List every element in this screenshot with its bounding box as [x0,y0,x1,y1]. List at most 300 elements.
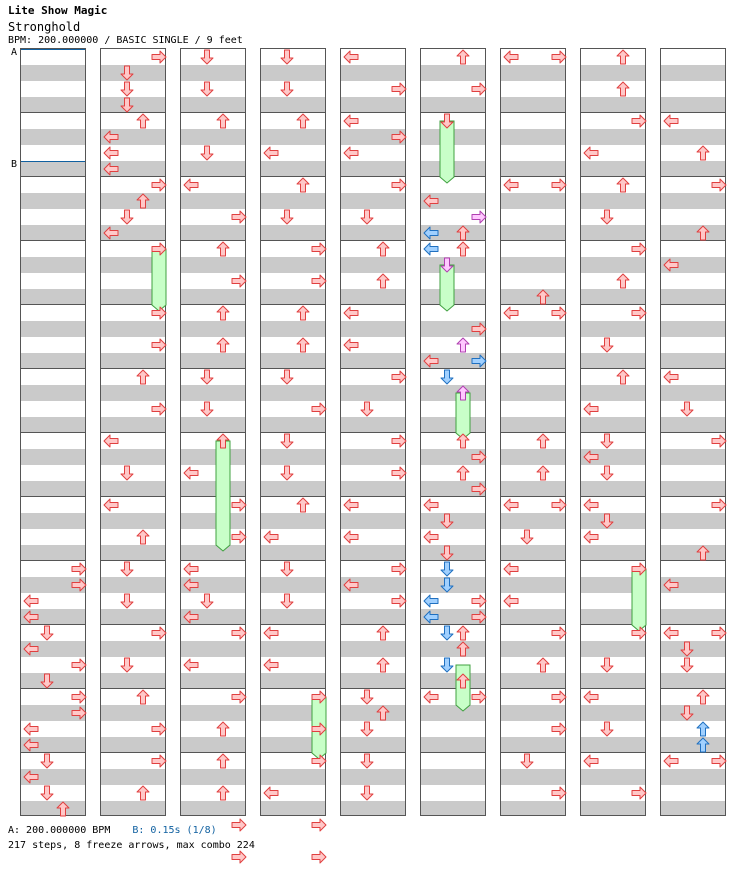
measure-line [341,304,405,305]
down-arrow-icon [201,402,213,416]
right-arrow-icon [152,403,166,415]
up-arrow-icon [697,146,709,160]
left-arrow-icon [424,499,438,511]
up-arrow-icon [217,754,229,768]
right-arrow-icon [72,659,86,671]
down-arrow-icon [281,370,293,384]
measure-line [421,240,485,241]
measure-line [181,304,245,305]
down-arrow-icon [601,210,613,224]
right-arrow-icon [472,83,486,95]
up-arrow-icon [457,242,469,256]
right-arrow-icon [712,627,726,639]
down-arrow-icon [41,754,53,768]
right-arrow-icon [392,131,406,143]
measure-line [661,368,725,369]
measure-line [501,368,565,369]
left-arrow-icon [344,51,358,63]
left-arrow-icon [664,115,678,127]
right-arrow-icon [472,211,486,223]
right-arrow-icon [312,723,326,735]
down-arrow-icon [361,786,373,800]
down-arrow-icon [681,706,693,720]
left-arrow-icon [184,659,198,671]
down-arrow-icon [441,370,453,384]
measure-line [101,688,165,689]
up-arrow-icon [137,114,149,128]
measure-line [501,112,565,113]
left-arrow-icon [584,691,598,703]
measure-line [341,240,405,241]
measure-line [21,112,85,113]
measure-line [421,624,485,625]
up-arrow-icon [537,434,549,448]
right-arrow-icon [232,275,246,287]
down-arrow-icon [441,114,453,128]
up-arrow-icon [297,498,309,512]
up-arrow-icon [697,690,709,704]
up-arrow-icon [137,690,149,704]
down-arrow-icon [121,98,133,112]
left-arrow-icon [264,627,278,639]
measure-line [101,624,165,625]
down-arrow-icon [41,674,53,688]
down-arrow-icon [121,66,133,80]
left-arrow-icon [664,627,678,639]
freeze-arrow-body [440,121,454,183]
up-arrow-icon [457,434,469,448]
down-arrow-icon [281,82,293,96]
down-arrow-icon [601,434,613,448]
right-arrow-icon [152,243,166,255]
down-arrow-icon [201,50,213,64]
down-arrow-icon [681,402,693,416]
left-arrow-icon [344,531,358,543]
measure-line [501,560,565,561]
up-arrow-icon [297,178,309,192]
measure-line [261,624,325,625]
chart-column-9 [660,48,726,816]
left-arrow-icon [664,755,678,767]
measure-line [101,368,165,369]
measure-line [581,112,645,113]
right-arrow-icon [232,211,246,223]
song-title: Stronghold [8,20,81,34]
left-arrow-icon [504,179,518,191]
measure-line [421,368,485,369]
measure-line [501,176,565,177]
right-arrow-icon [312,755,326,767]
right-arrow-icon [632,787,646,799]
measure-line [661,624,725,625]
right-arrow-icon [712,179,726,191]
up-arrow-icon [297,338,309,352]
left-arrow-icon [584,451,598,463]
measure-line [181,368,245,369]
up-arrow-icon [297,306,309,320]
measure-line [101,240,165,241]
arrow-layer [501,49,565,817]
right-arrow-icon [472,355,486,367]
right-arrow-icon [232,499,246,511]
arrow-layer [341,49,405,817]
right-arrow-icon [712,499,726,511]
down-arrow-icon [121,210,133,224]
left-arrow-icon [104,163,118,175]
measure-line [261,240,325,241]
right-arrow-icon [632,563,646,575]
bpm-text: A: 200.000000 BPM [8,825,111,836]
measure-line [581,624,645,625]
measure-line [261,368,325,369]
measure-line [661,688,725,689]
marker-b-label: B [11,159,18,170]
right-arrow-icon [152,307,166,319]
measure-line [501,304,565,305]
up-arrow-icon [217,338,229,352]
left-arrow-icon [184,179,198,191]
measure-line [181,176,245,177]
right-arrow-icon [632,627,646,639]
up-arrow-icon [217,722,229,736]
right-arrow-icon [232,819,246,831]
right-arrow-icon [472,611,486,623]
measure-line [341,560,405,561]
up-arrow-icon [537,658,549,672]
measure-line [181,624,245,625]
measure-line [181,240,245,241]
left-arrow-icon [104,227,118,239]
up-arrow-icon [297,114,309,128]
right-arrow-icon [72,691,86,703]
right-arrow-icon [472,451,486,463]
right-arrow-icon [392,595,406,607]
right-arrow-icon [72,563,86,575]
up-arrow-icon [457,674,469,688]
left-arrow-icon [504,307,518,319]
right-arrow-icon [312,851,326,863]
up-arrow-icon [457,626,469,640]
measure-line [181,432,245,433]
measure-line [581,240,645,241]
up-arrow-icon [57,802,69,816]
measure-line [181,752,245,753]
up-arrow-icon [457,386,469,400]
right-arrow-icon [392,371,406,383]
down-arrow-icon [441,258,453,272]
measure-line [101,304,165,305]
measure-line [181,560,245,561]
down-arrow-icon [281,434,293,448]
left-arrow-icon [584,755,598,767]
down-arrow-icon [41,786,53,800]
left-arrow-icon [184,563,198,575]
right-arrow-icon [552,51,566,63]
down-arrow-icon [361,722,373,736]
right-arrow-icon [472,323,486,335]
left-arrow-icon [424,243,438,255]
right-arrow-icon [392,179,406,191]
app-title: Lite Show Magic [8,4,108,17]
measure-line [341,624,405,625]
measure-line [501,624,565,625]
right-arrow-icon [712,435,726,447]
left-arrow-icon [184,611,198,623]
measure-line [21,176,85,177]
up-arrow-icon [617,274,629,288]
left-arrow-icon [104,131,118,143]
up-arrow-icon [137,786,149,800]
measure-line [661,176,725,177]
right-arrow-icon [552,691,566,703]
up-arrow-icon [217,114,229,128]
down-arrow-icon [441,626,453,640]
up-arrow-icon [217,242,229,256]
left-arrow-icon [184,579,198,591]
measure-line [21,304,85,305]
chart-column-3 [180,48,246,816]
up-arrow-icon [377,242,389,256]
down-arrow-icon [201,594,213,608]
down-arrow-icon [201,146,213,160]
footer-timing [8,825,217,836]
down-arrow-icon [441,546,453,560]
arrow-layer [421,49,485,817]
left-arrow-icon [424,355,438,367]
left-arrow-icon [344,147,358,159]
chart-column-8 [580,48,646,816]
up-arrow-icon [377,626,389,640]
chart-column-7 [500,48,566,816]
right-arrow-icon [232,691,246,703]
measure-line [501,688,565,689]
measure-line [661,432,725,433]
left-arrow-icon [24,595,38,607]
down-arrow-icon [121,562,133,576]
right-arrow-icon [552,499,566,511]
chart-info: BPM: 200.000000 / BASIC SINGLE / 9 feet [8,35,243,46]
measure-line [581,496,645,497]
down-arrow-icon [121,466,133,480]
measure-line [261,752,325,753]
chart-column-6 [420,48,486,816]
arrow-layer [261,49,325,817]
up-arrow-icon [137,194,149,208]
up-arrow-icon [617,370,629,384]
down-arrow-icon [281,466,293,480]
up-arrow-icon [457,226,469,240]
measure-line [581,368,645,369]
right-arrow-icon [392,563,406,575]
measure-line [661,496,725,497]
measure-line [341,176,405,177]
chart-column-2 [100,48,166,816]
left-arrow-icon [424,195,438,207]
measure-line [341,368,405,369]
right-arrow-icon [392,467,406,479]
right-arrow-icon [552,723,566,735]
marker-a-label: A [11,47,18,58]
down-arrow-icon [201,82,213,96]
up-arrow-icon [457,466,469,480]
left-arrow-icon [344,115,358,127]
measure-line [21,688,85,689]
measure-line [101,432,165,433]
measure-line [341,496,405,497]
measure-line [181,688,245,689]
measure-line [261,304,325,305]
measure-line [661,560,725,561]
down-arrow-icon [281,594,293,608]
right-arrow-icon [552,179,566,191]
measure-line [341,752,405,753]
right-arrow-icon [312,691,326,703]
down-arrow-icon [521,754,533,768]
right-arrow-icon [72,579,86,591]
left-arrow-icon [424,227,438,239]
up-arrow-icon [377,658,389,672]
right-arrow-icon [472,691,486,703]
chart-column-5 [340,48,406,816]
left-arrow-icon [424,611,438,623]
stop-text: B: 0.15s (1/8) [132,825,217,836]
left-arrow-icon [24,723,38,735]
left-arrow-icon [504,51,518,63]
left-arrow-icon [584,499,598,511]
freeze-arrow-body [312,697,326,759]
left-arrow-icon [104,435,118,447]
right-arrow-icon [152,339,166,351]
left-arrow-icon [184,467,198,479]
measure-line [421,688,485,689]
bpm-change-line [21,49,85,50]
down-arrow-icon [201,370,213,384]
measure-line [421,560,485,561]
down-arrow-icon [601,722,613,736]
left-arrow-icon [264,659,278,671]
down-arrow-icon [441,658,453,672]
freeze-arrow-body [152,249,166,311]
down-arrow-icon [681,642,693,656]
right-arrow-icon [552,307,566,319]
measure-line [581,432,645,433]
up-arrow-icon [137,530,149,544]
left-arrow-icon [104,147,118,159]
down-arrow-icon [281,210,293,224]
measure-line [661,240,725,241]
right-arrow-icon [632,115,646,127]
measure-line [581,560,645,561]
right-arrow-icon [152,627,166,639]
up-arrow-icon [217,306,229,320]
freeze-arrow-body [632,569,646,631]
measure-line [421,496,485,497]
measure-line [421,432,485,433]
measure-line [261,496,325,497]
measure-line [501,752,565,753]
measure-line [181,112,245,113]
up-arrow-icon [217,786,229,800]
up-arrow-icon [697,226,709,240]
chart-column-4 [260,48,326,816]
measure-line [101,176,165,177]
left-arrow-icon [264,787,278,799]
left-arrow-icon [664,371,678,383]
right-arrow-icon [232,627,246,639]
left-arrow-icon [504,595,518,607]
arrow-layer [101,49,165,817]
down-arrow-icon [121,594,133,608]
down-arrow-icon [41,626,53,640]
up-arrow-icon [617,82,629,96]
up-arrow-icon [377,274,389,288]
measure-line [501,432,565,433]
measure-line [581,176,645,177]
left-arrow-icon [24,771,38,783]
down-arrow-icon [361,402,373,416]
down-arrow-icon [121,82,133,96]
down-arrow-icon [121,658,133,672]
measure-line [661,112,725,113]
up-arrow-icon [617,50,629,64]
left-arrow-icon [504,499,518,511]
left-arrow-icon [664,259,678,271]
left-arrow-icon [504,563,518,575]
left-arrow-icon [344,307,358,319]
right-arrow-icon [152,179,166,191]
measure-line [101,752,165,753]
measure-line [581,304,645,305]
right-arrow-icon [552,787,566,799]
down-arrow-icon [281,50,293,64]
left-arrow-icon [24,643,38,655]
right-arrow-icon [312,403,326,415]
measure-line [101,112,165,113]
left-arrow-icon [104,499,118,511]
down-arrow-icon [681,658,693,672]
measure-line [261,432,325,433]
measure-line [581,752,645,753]
measure-line [21,752,85,753]
left-arrow-icon [344,499,358,511]
up-arrow-icon [537,290,549,304]
measure-line [341,432,405,433]
measure-line [661,304,725,305]
measure-line [421,176,485,177]
measure-line [21,496,85,497]
left-arrow-icon [664,579,678,591]
measure-line [21,368,85,369]
measure-line [261,112,325,113]
measure-line [101,560,165,561]
down-arrow-icon [601,658,613,672]
right-arrow-icon [72,707,86,719]
right-arrow-icon [312,819,326,831]
right-arrow-icon [712,755,726,767]
left-arrow-icon [264,531,278,543]
down-arrow-icon [361,690,373,704]
measure-line [21,240,85,241]
left-arrow-icon [264,147,278,159]
right-arrow-icon [632,243,646,255]
left-arrow-icon [344,579,358,591]
measure-line [501,496,565,497]
chart-column-1 [20,48,86,816]
up-arrow-icon [377,706,389,720]
measure-line [101,496,165,497]
left-arrow-icon [584,403,598,415]
down-arrow-icon [441,562,453,576]
